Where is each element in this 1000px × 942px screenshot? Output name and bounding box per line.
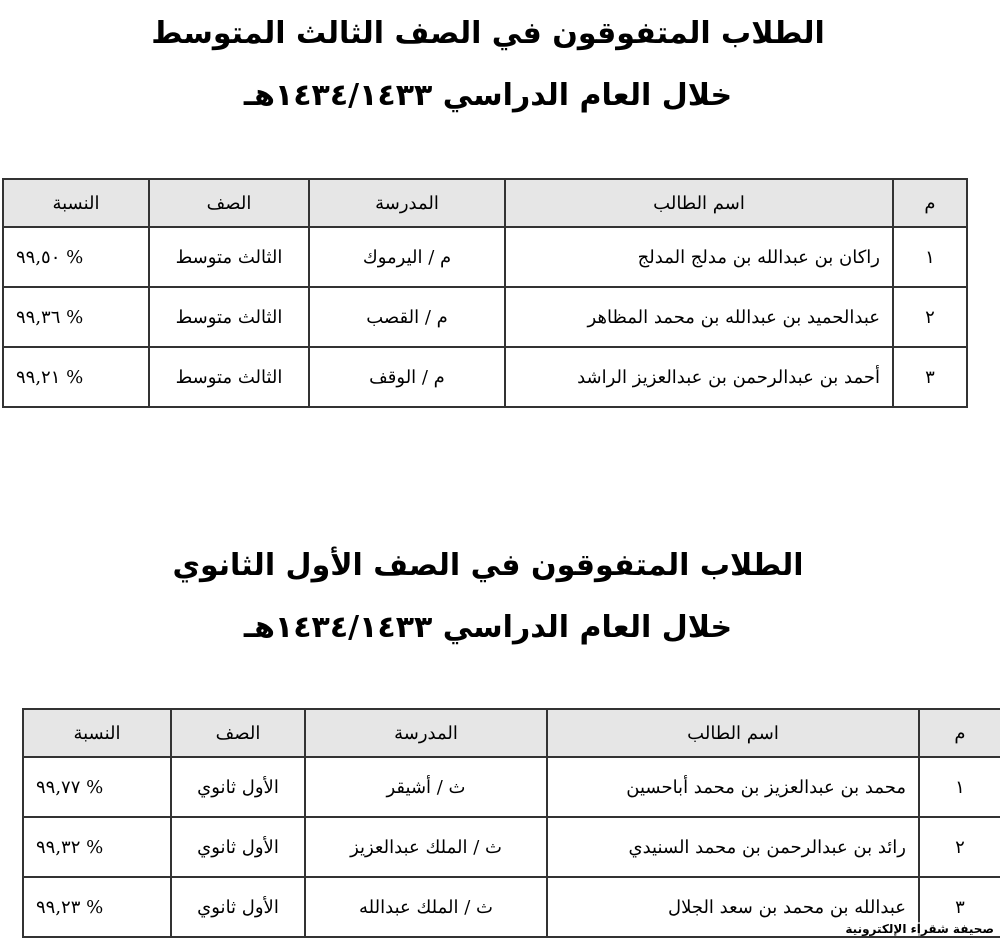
cell-name: رائد بن عبدالرحمن بن محمد السنيدي [547, 817, 919, 877]
cell-name: أحمد بن عبدالرحمن بن عبدالعزيز الراشد [505, 347, 893, 407]
cell-school: م / القصب [309, 287, 505, 347]
cell-grade: الثالث متوسط [149, 287, 309, 347]
cell-pct: ٩٩,٣٦ % [3, 287, 149, 347]
cell-name: محمد بن عبدالعزيز بن محمد أباحسين [547, 757, 919, 817]
watermark: صحيفة شقراء الإلكترونية [845, 922, 994, 936]
table-row [3, 287, 967, 347]
header-grade: الصف [171, 709, 305, 757]
section2-subtitle: خلال العام الدراسي ١٤٣٤/١٤٣٣هـ [243, 610, 733, 645]
cell-pct: ٩٩,٢١ % [3, 347, 149, 407]
cell-grade: الأول ثانوي [171, 817, 305, 877]
header-name: اسم الطالب [505, 179, 893, 227]
cell-school: ث / الملك عبدالله [305, 877, 547, 937]
header-name: اسم الطالب [547, 709, 919, 757]
cell-school: م / الوقف [309, 347, 505, 407]
table-header-row [23, 709, 1000, 757]
table-row [3, 347, 967, 407]
header-school: المدرسة [305, 709, 547, 757]
cell-pct: ٩٩,٧٧ % [23, 757, 171, 817]
cell-grade: الأول ثانوي [171, 757, 305, 817]
section2-table [22, 708, 1000, 938]
header-num: م [919, 709, 1000, 757]
table-row [3, 227, 967, 287]
section2-title: الطلاب المتفوقون في الصف الأول الثانوي [172, 548, 804, 583]
cell-name: عبدالله بن محمد بن سعد الجلال [547, 877, 919, 937]
header-pct: النسبة [23, 709, 171, 757]
cell-grade: الثالث متوسط [149, 227, 309, 287]
cell-name: راكان بن عبدالله بن مدلج المدلج [505, 227, 893, 287]
cell-school: م / اليرموك [309, 227, 505, 287]
cell-pct: ٩٩,٢٣ % [23, 877, 171, 937]
header-num: م [893, 179, 967, 227]
cell-num: ١ [893, 227, 967, 287]
table-row [23, 757, 1000, 817]
cell-pct: ٩٩,٣٢ % [23, 817, 171, 877]
header-school: المدرسة [309, 179, 505, 227]
table-header-row [3, 179, 967, 227]
cell-num: ٢ [919, 817, 1000, 877]
cell-school: ث / أشيقر [305, 757, 547, 817]
cell-pct: ٩٩,٥٠ % [3, 227, 149, 287]
cell-name: عبدالحميد بن عبدالله بن محمد المظاهر [505, 287, 893, 347]
cell-num: ٣ [919, 877, 1000, 937]
table-row [23, 817, 1000, 877]
section1-table [2, 178, 968, 408]
section1-title: الطلاب المتفوقون في الصف الثالث المتوسط [151, 16, 825, 51]
cell-grade: الأول ثانوي [171, 877, 305, 937]
header-grade: الصف [149, 179, 309, 227]
header-pct: النسبة [3, 179, 149, 227]
cell-grade: الثالث متوسط [149, 347, 309, 407]
section1-subtitle: خلال العام الدراسي ١٤٣٤/١٤٣٣هـ [243, 78, 733, 113]
cell-num: ٢ [893, 287, 967, 347]
cell-school: ث / الملك عبدالعزيز [305, 817, 547, 877]
cell-num: ١ [919, 757, 1000, 817]
cell-num: ٣ [893, 347, 967, 407]
